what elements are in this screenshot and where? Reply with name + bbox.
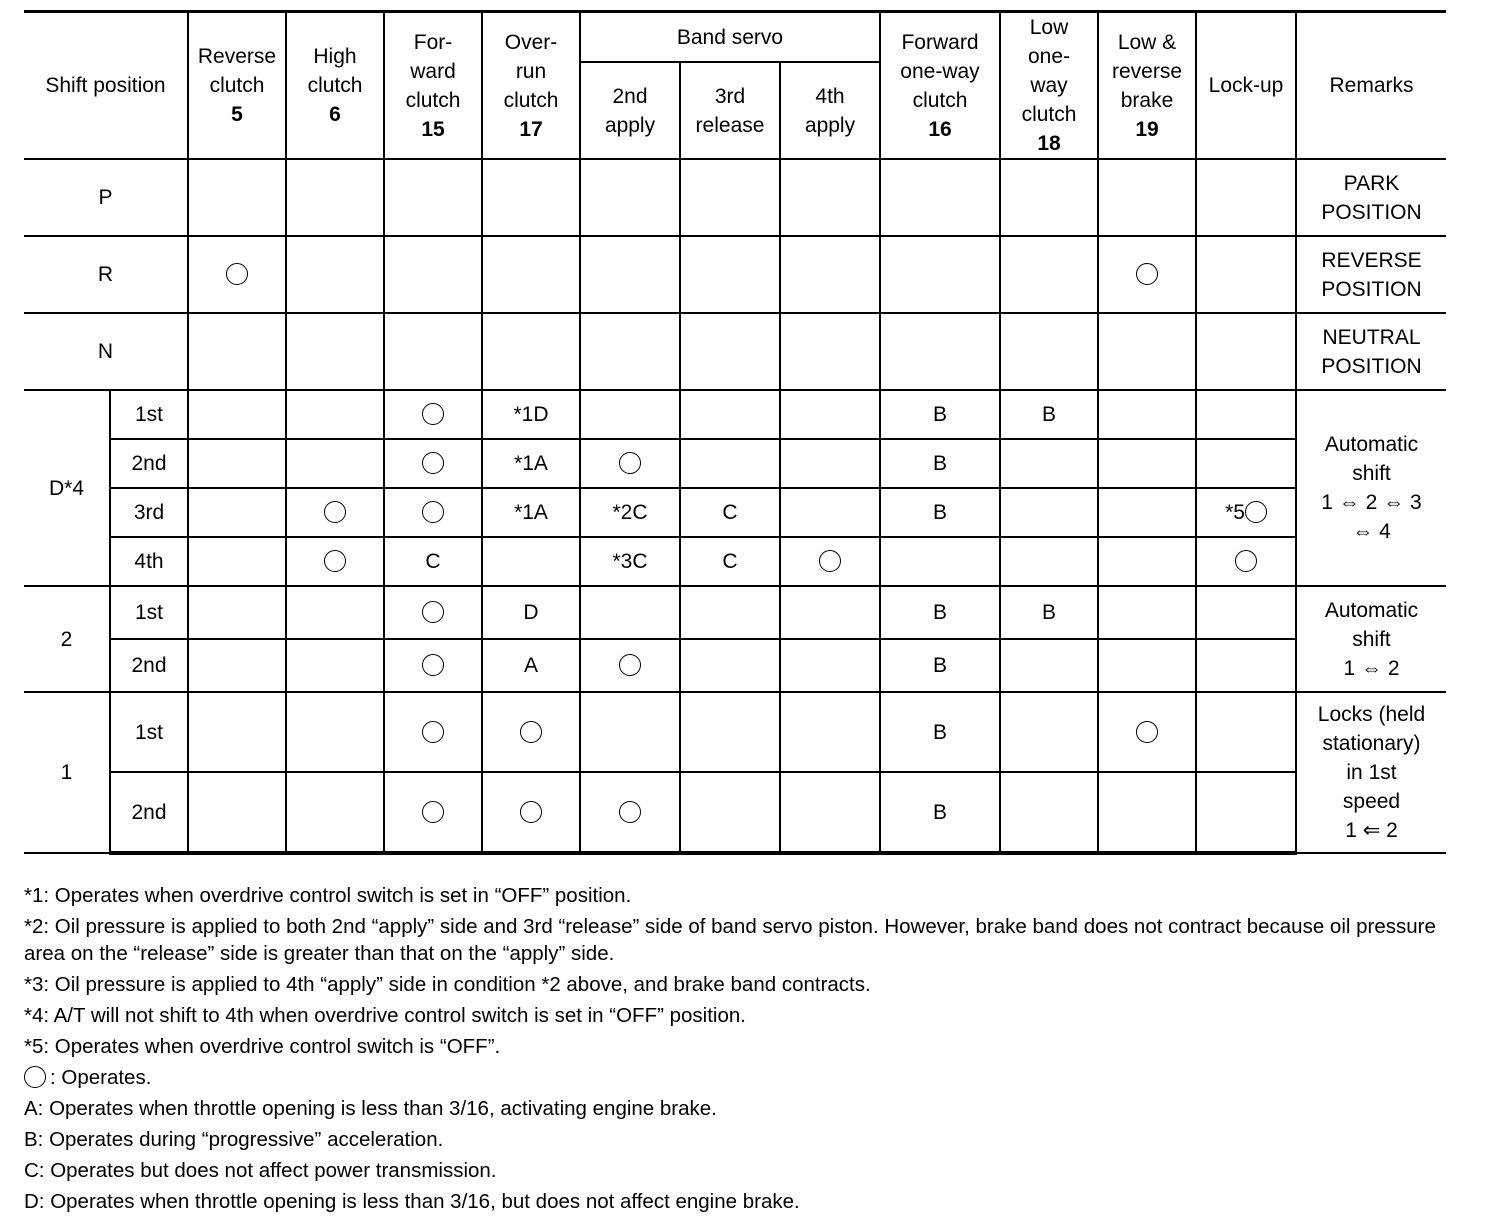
- operates-circle-icon: [619, 654, 641, 676]
- cell-band-3rd: C: [680, 488, 780, 537]
- header-overrun-clutch: Over- run clutch 17: [482, 12, 580, 160]
- row-label-d: D*4: [24, 390, 110, 586]
- cell-band-2nd: *2C: [580, 488, 680, 537]
- operates-circle-icon: [1136, 263, 1158, 285]
- row-label-r: R: [24, 236, 188, 313]
- operates-circle-icon: [619, 801, 641, 823]
- cell-overrun: *1A: [482, 488, 580, 537]
- operates-circle-icon: [422, 801, 444, 823]
- header-band-4th-apply: 4th apply: [780, 62, 880, 159]
- remark-reverse: REVERSE POSITION: [1296, 236, 1446, 313]
- row-label-1: 1: [24, 692, 110, 853]
- operation-table: [24, 10, 1446, 855]
- row-label-2: 2: [24, 586, 110, 692]
- footnote: *2: Oil pressure is applied to both 2nd “apply” side and 3rd “release” side of band servo piston. However, brake band does not contract because oil pressure area on the “release” side is greater than that on the “apply” side.: [24, 915, 1436, 965]
- operates-circle-icon: [819, 550, 841, 572]
- cell-band-3rd: C: [680, 537, 780, 586]
- header-lock-up: Lock-up: [1196, 12, 1296, 160]
- gear-label: 1st: [110, 692, 188, 772]
- cell-fowc: B: [880, 488, 1000, 537]
- header-band-3rd-release: 3rd release: [680, 62, 780, 159]
- row-label-n: N: [24, 313, 188, 390]
- gear-label: 3rd: [110, 488, 188, 537]
- cell-overrun: *1D: [482, 390, 580, 439]
- operates-circle-icon: [422, 501, 444, 523]
- legend-item: B: Operates during “progressive” acceleration.: [24, 1128, 444, 1151]
- table-row: [24, 537, 1446, 586]
- operates-circle-icon: [422, 452, 444, 474]
- cell-lockup: *5: [1196, 488, 1296, 537]
- remark-neutral: NEUTRAL POSITION: [1296, 313, 1446, 390]
- cell-lowc: B: [1000, 390, 1098, 439]
- row-label-p: P: [24, 159, 188, 236]
- header-reverse-clutch: Reverse clutch 5: [188, 12, 286, 160]
- clutch-brake-operation-chart: [24, 10, 1446, 855]
- footnote: *5: Operates when overdrive control switch is “OFF”.: [24, 1035, 501, 1058]
- table-row: [24, 313, 1446, 390]
- operates-circle-icon: [324, 501, 346, 523]
- cell-fowc: B: [880, 439, 1000, 488]
- operates-circle-icon: [422, 601, 444, 623]
- cell-overrun: D: [482, 586, 580, 639]
- footnote: *1: Operates when overdrive control switch is set in “OFF” position.: [24, 884, 632, 907]
- footnote: *4: A/T will not shift to 4th when overdrive control switch is set in “OFF” position.: [24, 1004, 746, 1027]
- header-forward-one-way-clutch: Forward one-way clutch 16: [880, 12, 1000, 160]
- header-band-2nd-apply: 2nd apply: [580, 62, 680, 159]
- footnotes: [24, 882, 1464, 1219]
- table-row: [24, 488, 1446, 537]
- remark-1: Locks (held stationary) in 1st speed 1 ⇐ 2: [1296, 692, 1446, 853]
- operates-circle-icon: [619, 452, 641, 474]
- header-forward-clutch: For- ward clutch 15: [384, 12, 482, 160]
- table-row: [24, 159, 1446, 236]
- table-row: [24, 692, 1446, 772]
- cell-fowc: B: [880, 390, 1000, 439]
- cell-forward: C: [384, 537, 482, 586]
- legend-item: D: Operates when throttle opening is less than 3/16, but does not affect engine brake.: [24, 1190, 800, 1213]
- header-low-reverse-brake: Low & reverse brake 19: [1098, 12, 1196, 160]
- footnote: *3: Oil pressure is applied to 4th “apply” side in condition *2 above, and brake band contracts.: [24, 973, 871, 996]
- cell-fowc: B: [880, 586, 1000, 639]
- gear-label: 1st: [110, 390, 188, 439]
- header-high-clutch: High clutch 6: [286, 12, 384, 160]
- table-row: [24, 639, 1446, 692]
- gear-label: 4th: [110, 537, 188, 586]
- cell-fowc: B: [880, 692, 1000, 772]
- cell-lowc: B: [1000, 586, 1098, 639]
- table-row: [24, 586, 1446, 639]
- table-row: [24, 772, 1446, 853]
- table-row: [24, 439, 1446, 488]
- legend-item: C: Operates but does not affect power transmission.: [24, 1159, 497, 1182]
- cell-band-2nd: *3C: [580, 537, 680, 586]
- gear-label: 2nd: [110, 772, 188, 853]
- legend-operates: : Operates.: [24, 1064, 1464, 1091]
- operates-circle-icon: [1136, 721, 1158, 743]
- operates-circle-icon: [226, 263, 248, 285]
- table-row: [24, 390, 1446, 439]
- operates-circle-icon: [422, 654, 444, 676]
- legend-item: A: Operates when throttle opening is less than 3/16, activating engine brake.: [24, 1097, 717, 1120]
- remark-d: Automatic shift 1 ⇔ 2 ⇔ 3 ⇔ 4: [1296, 390, 1446, 586]
- header-shift-position: Shift position: [24, 12, 188, 160]
- cell-fowc: B: [880, 639, 1000, 692]
- operates-circle-icon: [422, 403, 444, 425]
- operates-circle-icon: [1235, 550, 1257, 572]
- operates-circle-icon: [324, 550, 346, 572]
- operates-circle-icon: [24, 1066, 46, 1088]
- gear-label: 1st: [110, 586, 188, 639]
- cell-overrun: *1A: [482, 439, 580, 488]
- header-remarks: Remarks: [1296, 12, 1446, 160]
- operates-circle-icon: [1245, 501, 1267, 523]
- table-row: [24, 236, 1446, 313]
- remark-park: PARK POSITION: [1296, 159, 1446, 236]
- remark-2: Automatic shift 1 ⇔ 2: [1296, 586, 1446, 692]
- header-band-servo: Band servo: [580, 12, 880, 63]
- cell-fowc: B: [880, 772, 1000, 853]
- operates-circle-icon: [520, 721, 542, 743]
- header-low-one-way-clutch: Low one- way clutch 18: [1000, 12, 1098, 160]
- operates-circle-icon: [422, 721, 444, 743]
- gear-label: 2nd: [110, 639, 188, 692]
- operates-circle-icon: [520, 801, 542, 823]
- gear-label: 2nd: [110, 439, 188, 488]
- cell-overrun: A: [482, 639, 580, 692]
